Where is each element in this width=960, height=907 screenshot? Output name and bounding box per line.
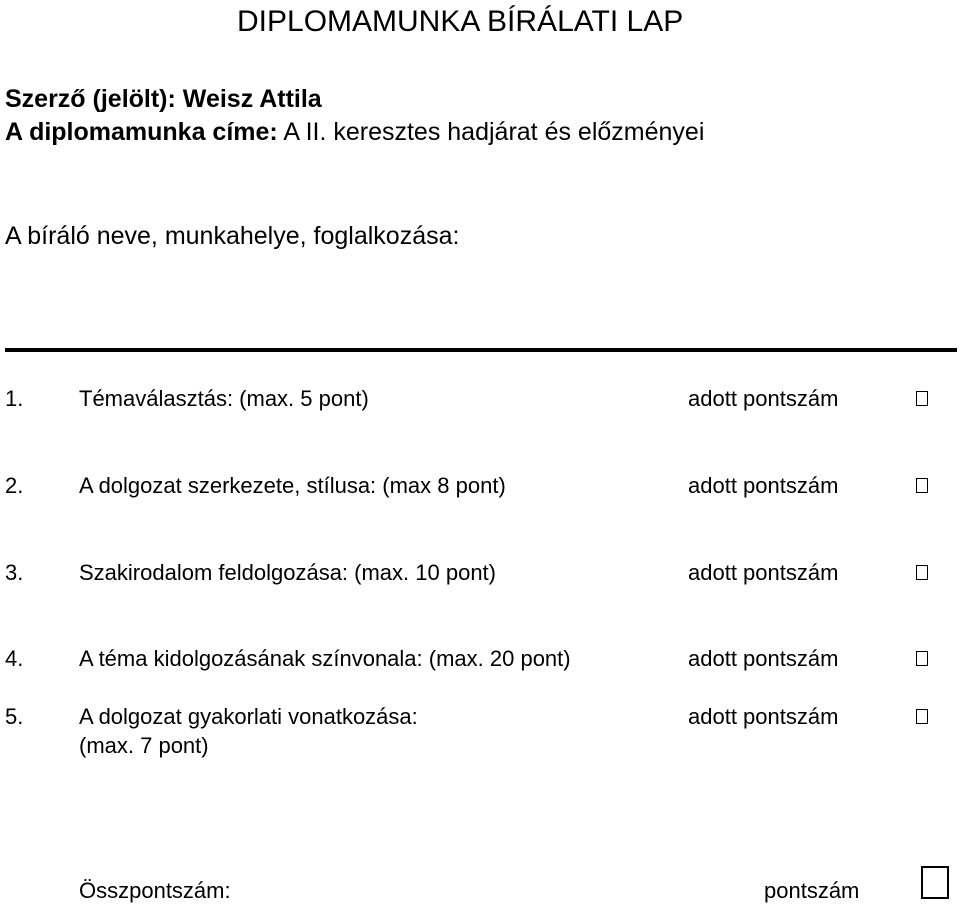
criterion-text: Témaválasztás: (max. 5 pont) — [79, 386, 369, 411]
total-label: Összpontszám: — [79, 878, 231, 903]
criterion-number: 1. — [5, 386, 24, 411]
page-title: DIPLOMAMUNKA BÍRÁLATI LAP — [237, 5, 684, 38]
score-box[interactable] — [916, 709, 928, 724]
criterion-number: 3. — [5, 560, 24, 585]
score-box[interactable] — [916, 651, 928, 666]
score-box[interactable] — [916, 391, 928, 406]
criterion-number: 5. — [5, 704, 24, 729]
score-box[interactable] — [916, 565, 928, 580]
thesis-title-value: A II. keresztes hadjárat és előzményei — [283, 118, 705, 146]
author-line — [5, 83, 322, 115]
reviewer-label: A bíráló neve, munkahelye, foglalkozása: — [5, 222, 460, 250]
score-label: adott pontszám — [688, 473, 839, 498]
thesis-title-line — [5, 116, 704, 148]
total-score-label: pontszám — [764, 878, 860, 903]
score-label: adott pontszám — [688, 646, 839, 671]
score-label: adott pontszám — [688, 386, 839, 411]
author-name: Weisz Attila — [182, 85, 322, 113]
criterion-number: 2. — [5, 473, 24, 498]
total-score-box[interactable] — [921, 866, 949, 899]
criterion-text: A dolgozat szerkezete, stílusa: (max 8 pont) — [79, 473, 506, 498]
score-label: adott pontszám — [688, 704, 839, 729]
criterion-number: 4. — [5, 646, 24, 671]
criterion-text: A téma kidolgozásának színvonala: (max. 20 pont) — [79, 646, 571, 671]
thesis-title-label: A diplomamunka címe: — [5, 118, 278, 146]
author-label: Szerző (jelölt): — [5, 85, 176, 113]
score-box[interactable] — [916, 478, 928, 493]
criterion-text: A dolgozat gyakorlati vonatkozása: — [79, 704, 418, 729]
criterion-text-continued: (max. 7 pont) — [79, 733, 209, 758]
divider-line — [5, 348, 957, 352]
score-label: adott pontszám — [688, 560, 839, 585]
criterion-text: Szakirodalom feldolgozása: (max. 10 pont) — [79, 560, 496, 585]
